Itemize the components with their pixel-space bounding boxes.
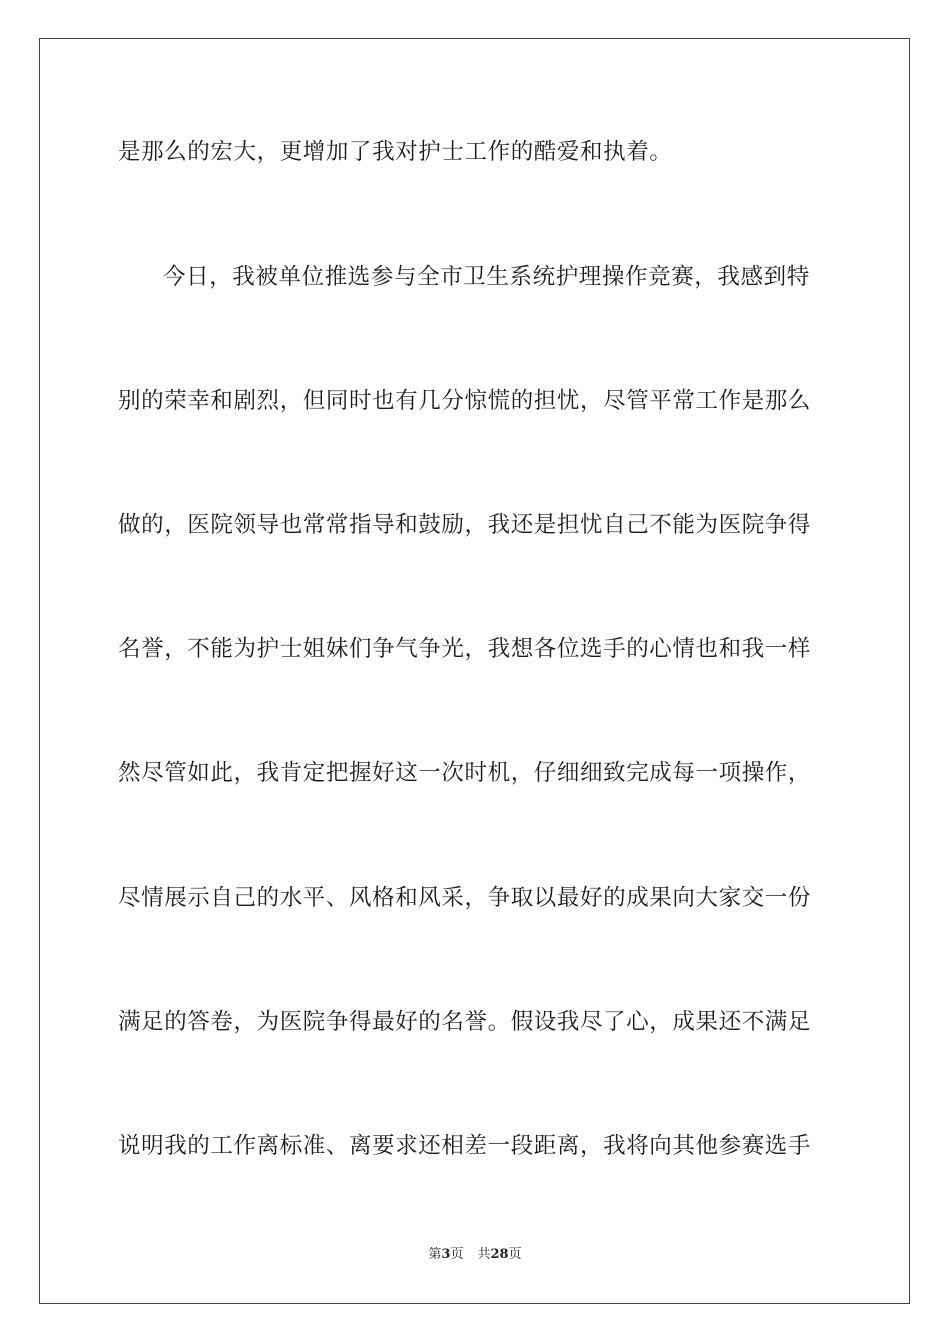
paragraph-line-8: 满足的答卷，为医院争得最好的名誉。假设我尽了心，成果还不满足 <box>118 1009 812 1035</box>
paragraph-line-3: 别的荣幸和剧烈，但同时也有几分惊慌的担忧，尽管平常工作是那么 <box>118 388 812 414</box>
page-suffix: 页 <box>450 1247 464 1262</box>
paragraph-line-6: 然尽管如此，我肯定把握好这一次时机，仔细细致完成每一项操作， <box>118 760 812 786</box>
page-prefix: 第 <box>428 1247 442 1262</box>
paragraph-line-9: 说明我的工作离标准、离要求还相差一段距离，我将向其他参赛选手 <box>118 1133 812 1159</box>
page-number: 3 <box>441 1247 451 1262</box>
total-suffix: 页 <box>508 1247 522 1262</box>
paragraph-line-2: 今日，我被单位推选参与全市卫生系统护理操作竞赛，我感到特 <box>163 264 810 290</box>
paragraph-line-4: 做的，医院领导也常常指导和鼓励，我还是担忧自己不能为医院争得 <box>118 512 812 538</box>
paragraph-line-1: 是那么的宏大，更增加了我对护士工作的酷爱和执着。 <box>118 139 673 165</box>
total-prefix: 共 <box>477 1247 491 1262</box>
paragraph-line-7: 尽情展示自己的水平、风格和风采，争取以最好的成果向大家交一份 <box>118 885 812 911</box>
page-frame <box>39 38 910 1304</box>
total-pages: 28 <box>490 1247 509 1262</box>
page-footer <box>0 1246 950 1264</box>
paragraph-line-5: 名誉，不能为护士姐妹们争气争光，我想各位选手的心情也和我一样 <box>118 636 812 662</box>
